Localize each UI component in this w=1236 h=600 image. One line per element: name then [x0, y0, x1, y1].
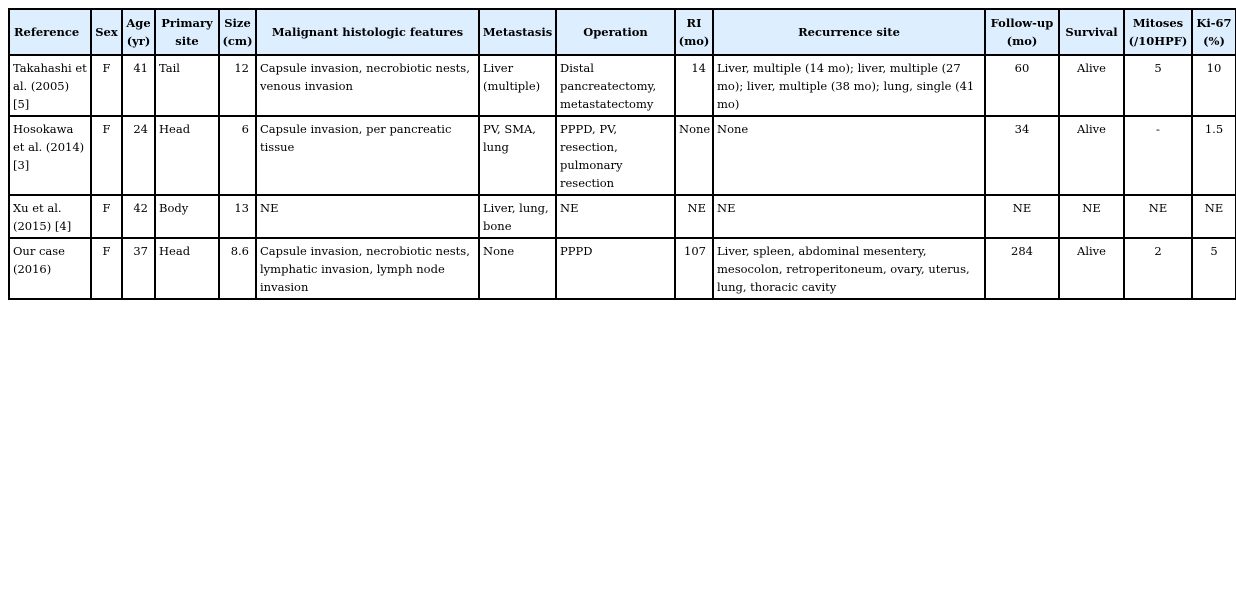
cell-operation: Distal pancreatectomy, metastatectomy [556, 55, 675, 116]
cell-follow-up: 60 [985, 55, 1059, 116]
table-row [9, 55, 1236, 116]
header-size: Size (cm) [219, 9, 256, 55]
cell-primary-site: Head [155, 116, 219, 195]
cell-age: 24 [122, 116, 155, 195]
cell-reference: Hosokawa et al. (2014) [3] [9, 116, 91, 195]
cell-mitoses: - [1124, 116, 1192, 195]
cell-ri: 107 [675, 238, 713, 299]
cell-mitoses: NE [1124, 195, 1192, 238]
cell-ri: 14 [675, 55, 713, 116]
cell-metastasis: PV, SMA, lung [479, 116, 556, 195]
cell-reference: Xu et al. (2015) [4] [9, 195, 91, 238]
cell-recurrence-site: Liver, multiple (14 mo); liver, multiple (27 mo); liver, multiple (38 mo); lung, single (41 mo) [713, 55, 985, 116]
cell-histologic-features: NE [256, 195, 479, 238]
header-mitoses: Mitoses (/10HPF) [1124, 9, 1192, 55]
cell-survival: Alive [1059, 55, 1124, 116]
header-ki67: Ki-67 (%) [1192, 9, 1236, 55]
cell-ki67: 1.5 [1192, 116, 1236, 195]
header-age: Age (yr) [122, 9, 155, 55]
cell-recurrence-site: Liver, spleen, abdominal mesentery, mesocolon, retroperitoneum, ovary, uterus, lung, thoracic cavity [713, 238, 985, 299]
header-follow-up: Follow-up (mo) [985, 9, 1059, 55]
cell-follow-up: 284 [985, 238, 1059, 299]
cell-ki67: NE [1192, 195, 1236, 238]
cell-primary-site: Head [155, 238, 219, 299]
cell-operation: NE [556, 195, 675, 238]
cell-size: 12 [219, 55, 256, 116]
table-row [9, 195, 1236, 238]
cell-recurrence-site: NE [713, 195, 985, 238]
cell-sex: F [91, 238, 122, 299]
table-row [9, 116, 1236, 195]
cell-survival: NE [1059, 195, 1124, 238]
cell-size: 8.6 [219, 238, 256, 299]
case-comparison-table [8, 8, 1236, 300]
header-ri: RI (mo) [675, 9, 713, 55]
cell-operation: PPPD, PV, resection, pulmonary resection [556, 116, 675, 195]
cell-survival: Alive [1059, 116, 1124, 195]
cell-ki67: 5 [1192, 238, 1236, 299]
cell-histologic-features: Capsule invasion, per pancreatic tissue [256, 116, 479, 195]
cell-size: 13 [219, 195, 256, 238]
cell-mitoses: 5 [1124, 55, 1192, 116]
cell-age: 37 [122, 238, 155, 299]
cell-sex: F [91, 195, 122, 238]
cell-primary-site: Tail [155, 55, 219, 116]
cell-histologic-features: Capsule invasion, necrobiotic nests, lymphatic invasion, lymph node invasion [256, 238, 479, 299]
cell-size: 6 [219, 116, 256, 195]
cell-recurrence-site: None [713, 116, 985, 195]
cell-mitoses: 2 [1124, 238, 1192, 299]
cell-metastasis: Liver, lung, bone [479, 195, 556, 238]
cell-primary-site: Body [155, 195, 219, 238]
header-sex: Sex [91, 9, 122, 55]
table-row [9, 238, 1236, 299]
header-survival: Survival [1059, 9, 1124, 55]
header-histologic-features: Malignant histologic features [256, 9, 479, 55]
cell-survival: Alive [1059, 238, 1124, 299]
cell-ki67: 10 [1192, 55, 1236, 116]
cell-ri: None [675, 116, 713, 195]
cell-age: 41 [122, 55, 155, 116]
header-metastasis: Metastasis [479, 9, 556, 55]
cell-metastasis: Liver (multiple) [479, 55, 556, 116]
header-row [9, 9, 1236, 55]
cell-follow-up: 34 [985, 116, 1059, 195]
cell-histologic-features: Capsule invasion, necrobiotic nests, venous invasion [256, 55, 479, 116]
cell-age: 42 [122, 195, 155, 238]
cell-metastasis: None [479, 238, 556, 299]
cell-ri: NE [675, 195, 713, 238]
header-primary-site: Primary site [155, 9, 219, 55]
cell-sex: F [91, 55, 122, 116]
header-recurrence-site: Recurrence site [713, 9, 985, 55]
header-operation: Operation [556, 9, 675, 55]
cell-reference: Takahashi et al. (2005) [5] [9, 55, 91, 116]
cell-sex: F [91, 116, 122, 195]
cell-follow-up: NE [985, 195, 1059, 238]
header-reference: Reference [9, 9, 91, 55]
cell-operation: PPPD [556, 238, 675, 299]
cell-reference: Our case (2016) [9, 238, 91, 299]
